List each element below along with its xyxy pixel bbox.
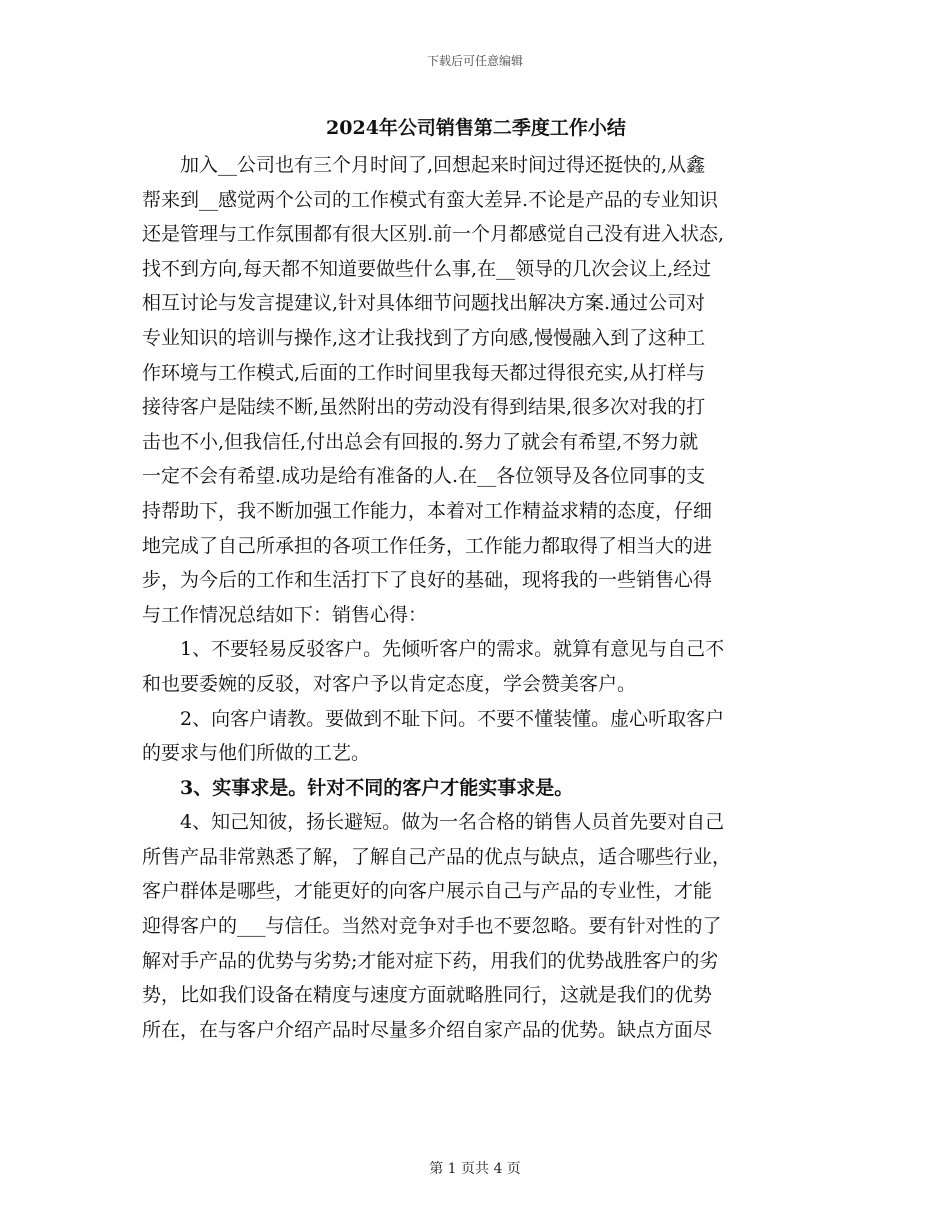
list-item-line: 3、实事求是。针对不同的客户才能实事求是。 [180,776,574,799]
paragraph-line: 击也不小,但我信任,付出总会有回报的.努力了就会有希望,不努力就 [142,430,699,453]
list-item-line: 和也要委婉的反驳，对客户予以肯定态度，学会赞美客户。 [142,672,637,695]
list-item-line: 客户群体是哪些，才能更好的向客户展示自己与产品的专业性，才能 [142,880,713,903]
list-item-line: 解对手产品的优势与劣势;才能对症下药，用我们的优势战胜客户的劣 [142,949,719,972]
paragraph-line: 持帮助下，我不断加强工作能力，本着对工作精益求精的态度，仔细 [142,499,713,522]
list-item-line: 所在，在与客户介绍产品时尽量多介绍自家产品的优势。缺点方面尽 [142,1018,713,1041]
list-item-line: 1、不要轻易反驳客户。先倾听客户的需求。就算有意见与自己不 [180,638,725,661]
paragraph-line: 还是管理与工作氛围都有很大区别.前一个月都感觉自己没有进入状态, [142,223,725,246]
paragraph-line: 帮来到__感觉两个公司的工作模式有蛮大差异.不论是产品的专业知识 [142,188,719,211]
list-item-line: 势，比如我们设备在精度与速度方面就略胜同行，这就是我们的优势 [142,984,713,1007]
paragraph-line: 找不到方向,每天都不知道要做些什么事,在__领导的几次会议上,经过 [142,257,712,280]
page-header-note: 下载后可任意编辑 [426,54,523,68]
list-item-line: 4、知己知彼，扬长避短。做为一名合格的销售人员首先要对自己 [180,811,725,834]
document-body [142,108,810,1047]
paragraph-line: 相互讨论与发言提建议,针对具体细节问题找出解决方案.通过公司对 [142,292,706,315]
paragraph-line: 接待客户是陆续不断,虽然附出的劳动没有得到结果,很多次对我的打 [142,396,706,419]
paragraph-line: 专业知识的培训与操作,这才让我找到了方向感,慢慢融入到了这种工 [142,326,706,349]
list-item-line: 迎得客户的___与信任。当然对竞争对手也不要忽略。要有针对性的了 [142,915,722,938]
document-title: 2024年公司销售第二季度工作小结 [326,117,626,139]
page-number: 第 1 页共 4 页 [429,1161,521,1177]
list-item-line: 2、向客户请教。要做到不耻下问。不要不懂装懂。虚心听取客户 [180,707,725,730]
list-item-line: 的要求与他们所做的工艺。 [142,742,371,765]
paragraph-line: 地完成了自己所承担的各项工作任务，工作能力都取得了相当大的进 [142,534,713,557]
paragraph-line: 作环境与工作模式,后面的工作时间里我每天都过得很充实,从打样与 [142,361,706,384]
paragraph-line: 步，为今后的工作和生活打下了良好的基础，现将我的一些销售心得 [142,569,713,592]
paragraph-line: 与工作情况总结如下：销售心得： [142,603,428,626]
paragraph-line: 一定不会有希望.成功是给有准备的人.在__各位领导及各位同事的支 [142,465,706,488]
paragraph-line: 加入__公司也有三个月时间了,回想起来时间过得还挺快的,从鑫 [180,154,706,176]
list-item-line: 所售产品非常熟悉了解，了解自己产品的优点与缺点，适合哪些行业， [142,845,732,868]
